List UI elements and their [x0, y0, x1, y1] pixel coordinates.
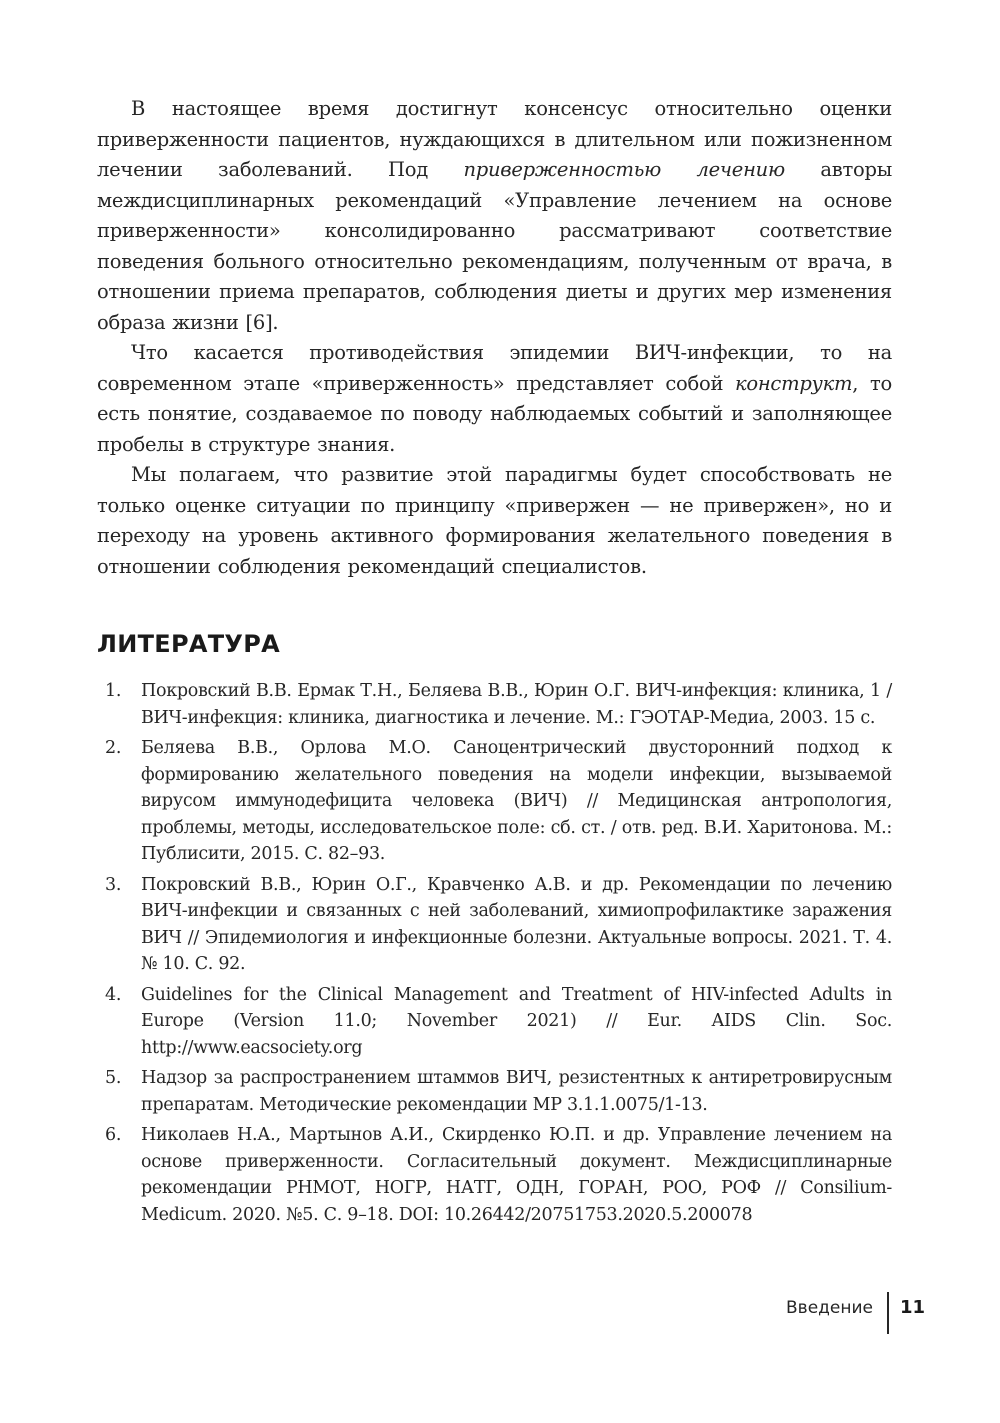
reference-item: [105, 1122, 892, 1228]
reference-item: [105, 678, 892, 731]
reference-text: Николаев Н.А., Мартынов А.И., Скирденко Ю.П. и др. Управление лечением на основе приверженности. Согласительный документ. Междисциплинарные рекомендации РНМОТ, НОГР, НАТГ, ОДН, ГОРАН, РОО, РОФ // Consilium-Medicum. 2020. №5. С. 9–18. DOI: 10.26442/20751753.2020.5.200078: [141, 1125, 892, 1225]
reference-text: Guidelines for the Clinical Management and Treatment of HIV-infected Adults in Europe (Version 11.0; November 2021) // Eur. AIDS Clin. Soc. http://www.eacsociety.org: [141, 984, 892, 1058]
reference-item: [105, 982, 892, 1062]
reference-number: 2.: [105, 738, 122, 758]
reference-item: [105, 735, 892, 868]
references-heading: ЛИТЕРАТУРА: [97, 630, 280, 658]
paragraph-1-emphasis: приверженностью лечению: [463, 158, 785, 181]
reference-item: [105, 872, 892, 978]
paragraph-2-emphasis: конструкт: [734, 371, 853, 395]
paragraph-1-start: В настоящее время достигнут консенсус относительно оценки приверженности пациентов, нуждающихся в длительном или пожизненном лечении заболеваний. Под: [97, 97, 892, 181]
paragraph-1-end: авторы междисциплинарных рекомендаций «Управление лечением на основе приверженности» консолидированно рассматривают соответствие поведения больного относительно рекомендациям, полученным от врача, в отношении приема препаратов, соблюдения диеты и других мер изменения образа жизни [6].: [97, 158, 892, 334]
reference-number: 6.: [105, 1125, 122, 1145]
section-title: Введение: [786, 1298, 873, 1318]
paragraph-2-end: , то есть понятие, создаваемое по поводу наблюдаемых событий и заполняющее пробелы в структуре знания.: [97, 371, 892, 456]
reference-number: 4.: [105, 984, 122, 1005]
paragraph-2-start: Что касается противодействия эпидемии ВИЧ-инфекции, то на современном этапе «приверженность» представляет собой: [97, 341, 892, 395]
reference-number: 3.: [105, 874, 122, 895]
reference-text: Покровский В.В. Ермак Т.Н., Беляева В.В., Юрин О.Г. ВИЧ-инфекция: клиника, 1 / ВИЧ-инфекция: клиника, диагностика и лечение. М.: ГЭОТАР-Медиа, 2003. 15 с.: [141, 681, 892, 728]
reference-item: [105, 1065, 892, 1118]
reference-number: 1.: [105, 681, 122, 701]
paragraph-1: [97, 94, 892, 338]
reference-text: Беляева В.В., Орлова М.О. Саноцентрический двусторонний подход к формированию желательного поведения на модели инфекции, вызываемой вирусом иммунодефицита человека (ВИЧ) // Медицинская антропология, проблемы, методы, исследовательское поле: сб. ст. / отв. ред. В.И. Харитонова. М.: Публисити, 2015. С. 82–93.: [141, 738, 892, 864]
reference-text: Покровский В.В., Юрин О.Г., Кравченко А.В. и др. Рекомендации по лечению ВИЧ-инфекции и связанных с ней заболеваний, химиопрофилактике заражения ВИЧ // Эпидемиология и инфекционные болезни. Актуальные вопросы. 2021. Т. 4. № 10. С. 92.: [141, 874, 892, 974]
paragraph-3: Мы полагаем, что развитие этой парадигмы будет способствовать не только оценке ситуации по принципу «привержен — не привержен», но и переходу на уровень активного формирования желательного поведения в отношении соблюдения рекомендаций специалистов.: [97, 463, 892, 578]
page-footer: [700, 1292, 925, 1334]
reference-number: 5.: [105, 1068, 122, 1088]
references-list: [105, 678, 892, 1232]
body-text: [97, 94, 892, 582]
page-number: 11: [900, 1297, 926, 1318]
reference-text: Надзор за распространением штаммов ВИЧ, резистентных к антиретровирусным препаратам. Методические рекомендации МР 3.1.1.0075/1-13.: [141, 1068, 892, 1115]
footer-divider: [887, 1292, 889, 1334]
paragraph-2: [97, 338, 892, 460]
